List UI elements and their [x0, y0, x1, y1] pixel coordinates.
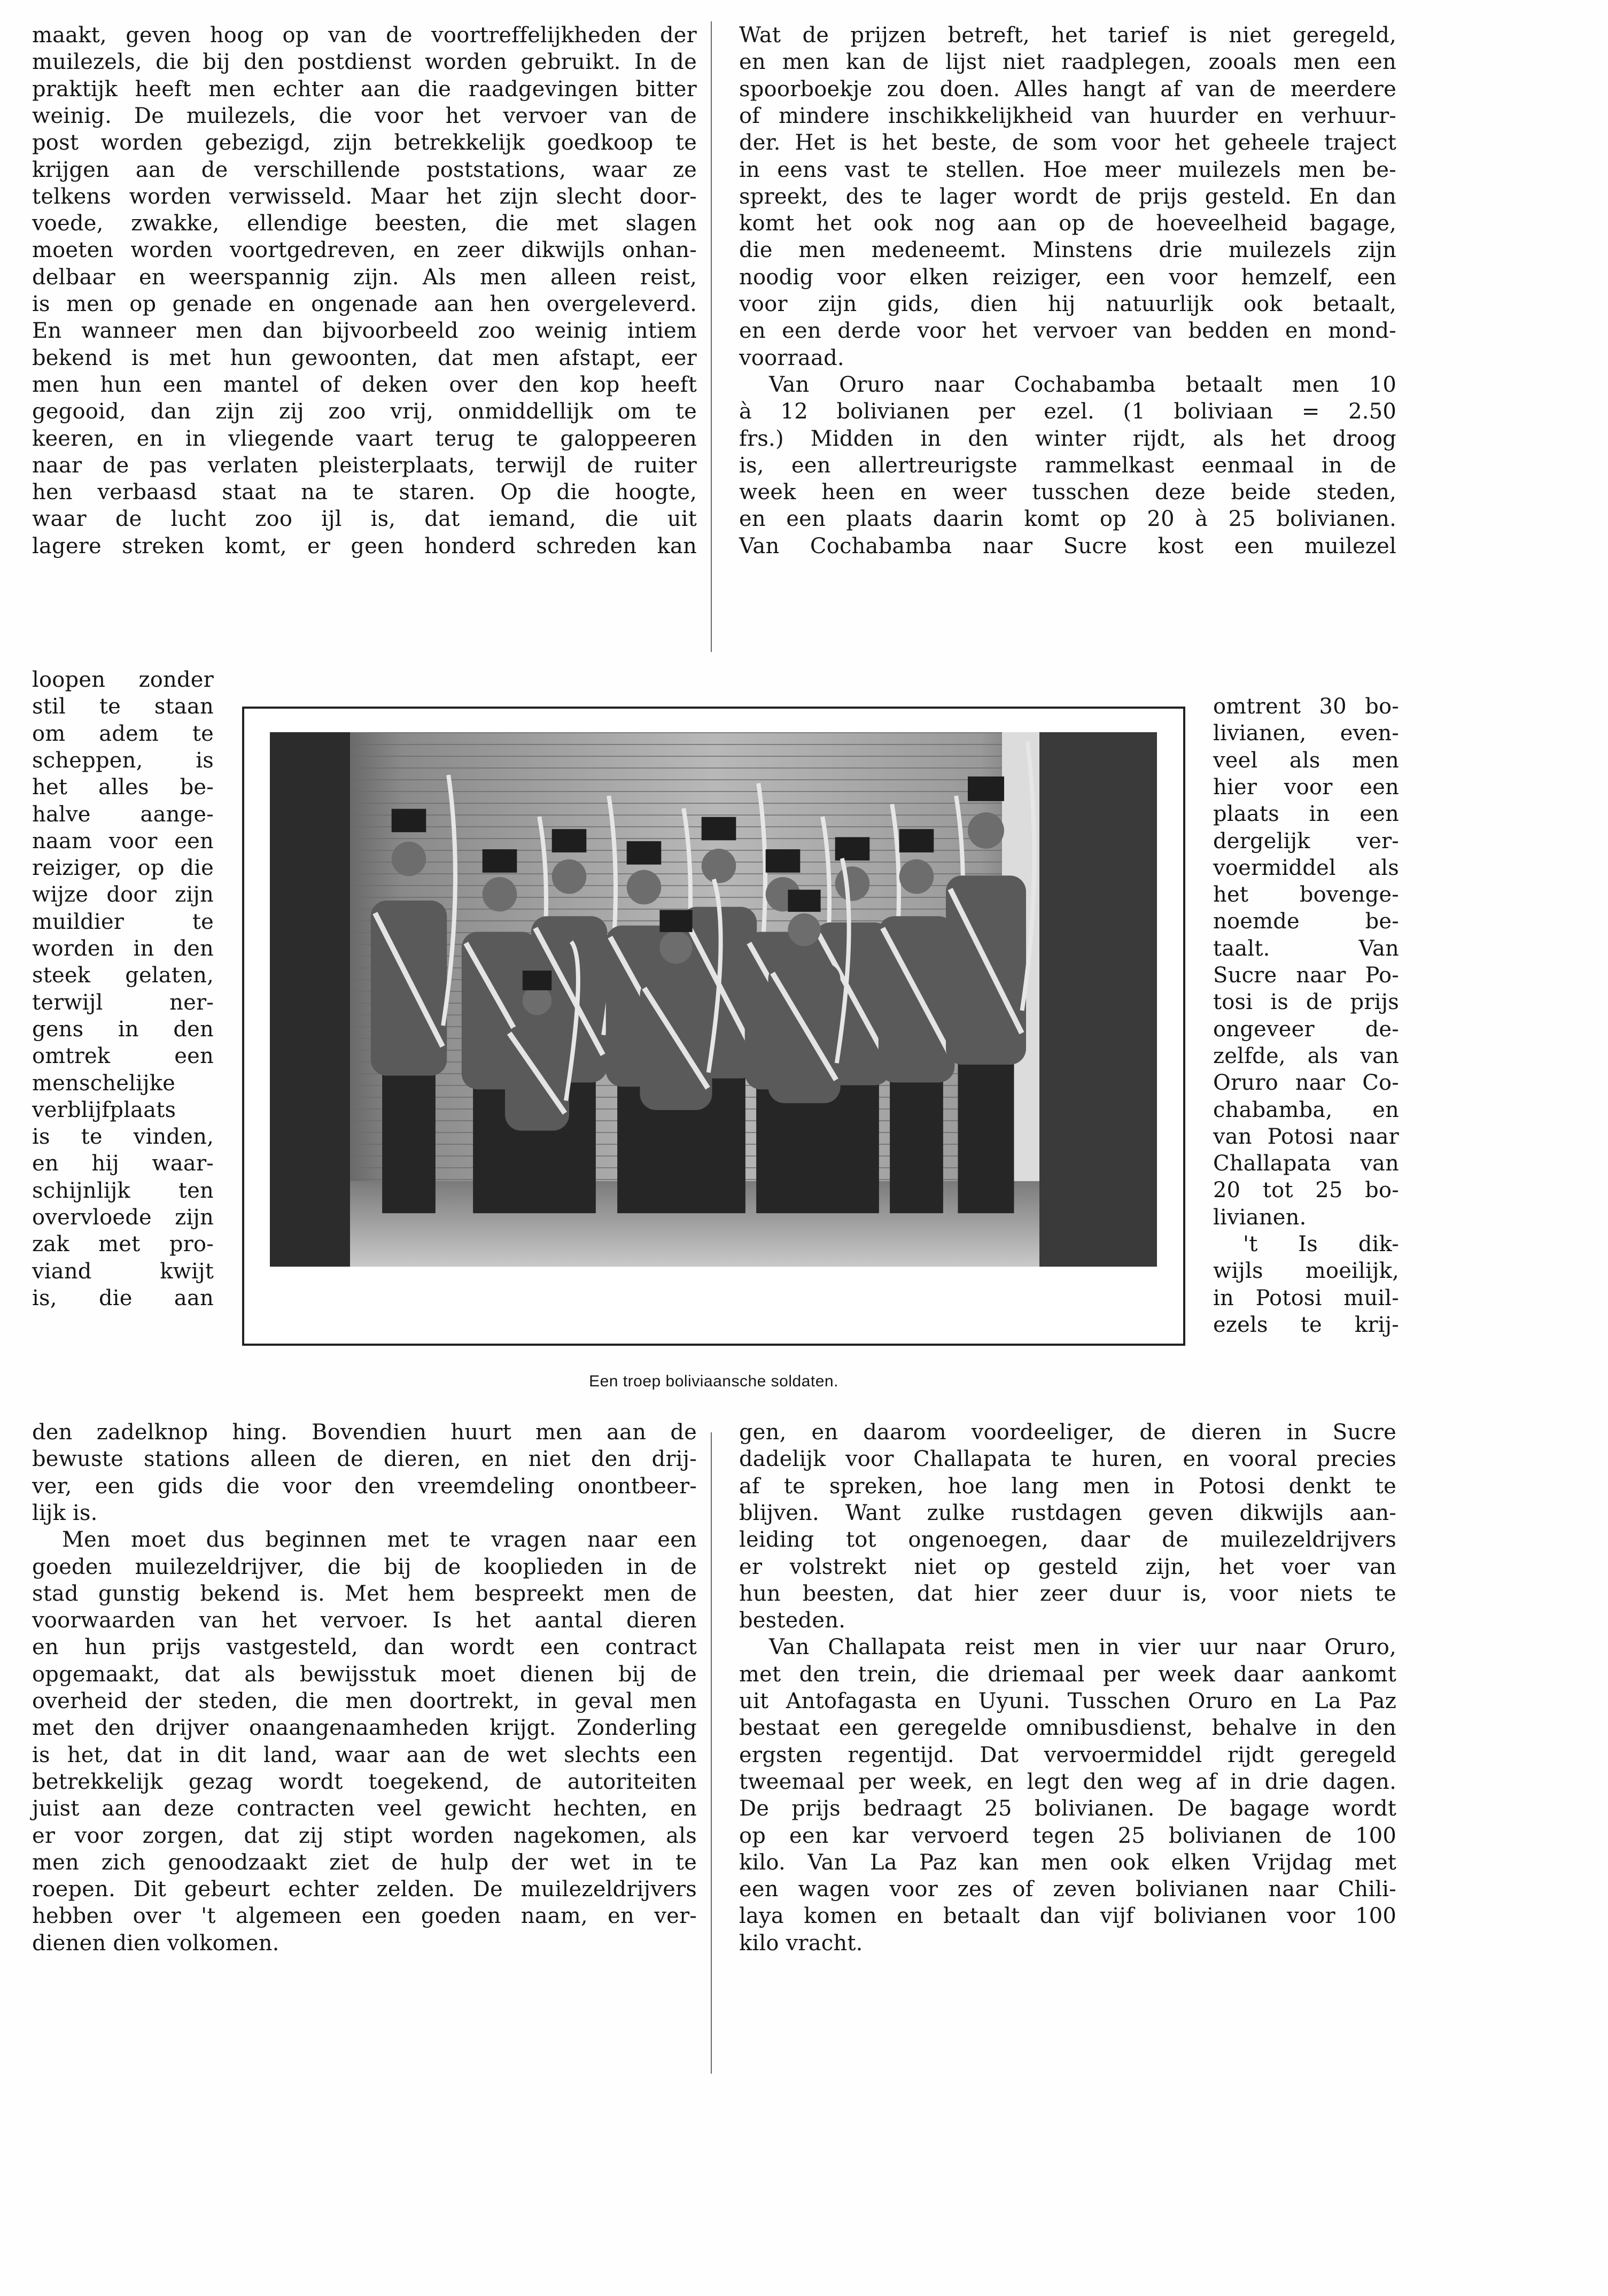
text-line: of mindere inschikkelijkheid van huurder en verhuur-	[739, 103, 1396, 128]
text-line: bewuste stations alleen de dieren, en niet den drij-	[32, 1447, 697, 1472]
text-line: Wat de prijzen betreft, het tarief is niet geregeld,	[739, 23, 1396, 48]
text-line: stad gunstig bekend is. Met hem bespreekt men de	[32, 1581, 697, 1606]
text-line: leiding tot ongenoegen, daar de muilezeldrijvers	[739, 1527, 1396, 1553]
text-line: 20 tot 25 bo-	[1213, 1178, 1399, 1203]
text-line: frs.) Midden in den winter rijdt, als het droog	[739, 426, 1396, 451]
text-line: opgemaakt, dat als bewijsstuk moet dienen bij de	[32, 1662, 697, 1687]
text-line: weinig. De muilezels, die voor het vervoer van de	[32, 103, 697, 128]
text-line: hebben over 't algemeen een goeden naam, en ver-	[32, 1904, 697, 1929]
text-line: à 12 bolivianen per ezel. (1 boliviaan = 2.50	[739, 399, 1396, 424]
text-line: ezels te krij-	[1213, 1312, 1399, 1337]
text-line: Oruro naar Co-	[1213, 1071, 1399, 1096]
text-line: uit Antofagasta en Uyuni. Tusschen Oruro en La Paz	[739, 1689, 1396, 1713]
text-line: voede, zwakke, ellendige beesten, die met slagen	[32, 211, 697, 236]
text-line: is men op genade en ongenade aan hen overgeleverd.	[32, 292, 697, 316]
text-line: en hij waar-	[32, 1151, 214, 1176]
text-line: voorraad.	[739, 345, 844, 370]
text-line: De prijs bedraagt 25 bolivianen. De bagage wordt	[739, 1796, 1396, 1821]
text-line: en men kan de lijst niet raadplegen, zooals men een	[739, 50, 1396, 75]
text-line: terwijl ner-	[32, 990, 214, 1015]
text-line: Challapata van	[1213, 1151, 1399, 1176]
text-line: noemde be-	[1213, 909, 1399, 934]
text-line: Sucre naar Po-	[1213, 963, 1399, 988]
text-line: dienen dien volkomen.	[32, 1930, 279, 1956]
text-line: naam voor een	[32, 828, 214, 854]
text-line: tweemaal per week, en legt den weg af in drie dagen.	[739, 1769, 1396, 1794]
text-line: is te vinden,	[32, 1124, 214, 1150]
text-line: op een kar vervoerd tegen 25 bolivianen de 100	[739, 1823, 1396, 1848]
text-line: delbaar en weerspannig zijn. Als men alleen reist,	[32, 265, 697, 290]
text-line: ver, een gids die voor den vreemdeling onontbeer-	[32, 1473, 697, 1499]
text-line: wijze door zijn	[32, 882, 214, 907]
text-line: hen verbaasd staat na te staren. Op die hoogte,	[32, 480, 697, 505]
text-line: verblijfplaats	[32, 1097, 176, 1122]
text-line: muilezels, die bij den postdienst worden gebruikt. In de	[32, 50, 697, 75]
text-line: menschelijke	[32, 1071, 176, 1096]
text-line: viand kwijt	[32, 1259, 214, 1284]
text-line: tosi is de prijs	[1213, 990, 1399, 1015]
text-line: in Potosi muil-	[1213, 1285, 1399, 1310]
text-line: en hun prijs vastgesteld, dan wordt een contract	[32, 1635, 697, 1660]
text-line: zelfde, als van	[1213, 1043, 1399, 1068]
text-line: roepen. Dit gebeurt echter zelden. De muilezeldrijvers	[32, 1877, 697, 1902]
text-line: bestaat een geregelde omnibusdienst, behalve in den	[739, 1716, 1396, 1741]
text-line: halve aange-	[32, 802, 214, 827]
text-line: dadelijk voor Challapata te huren, en vooral precies	[739, 1447, 1396, 1472]
text-line: het bovenge-	[1213, 882, 1399, 907]
text-line: goeden muilezeldrijver, die bij de kooplieden in de	[32, 1554, 697, 1579]
text-line: besteden.	[739, 1608, 846, 1633]
text-line: gen, en daarom voordeeliger, de dieren in Sucre	[739, 1420, 1396, 1445]
text-line: gens in den	[32, 1017, 214, 1042]
text-line: laya komen en betaalt dan vijf bolivianen voor 100	[739, 1904, 1396, 1929]
text-line: chabamba, en	[1213, 1097, 1399, 1122]
text-line: kilo vracht.	[739, 1930, 863, 1956]
text-line: muildier te	[32, 909, 214, 934]
text-line: scheppen, is	[32, 748, 214, 773]
text-line: lijk is.	[32, 1500, 98, 1525]
text-line: is, die aan	[32, 1285, 214, 1310]
text-line: overheid der steden, die men doortrekt, in geval men	[32, 1689, 697, 1713]
text-line: met den trein, die driemaal per week daar aankomt	[739, 1662, 1396, 1687]
text-line: stil te staan	[32, 694, 214, 719]
text-line: die men medeneemt. Minstens drie muilezels zijn	[739, 238, 1396, 263]
text-line: voorwaarden van het vervoer. Is het aantal dieren	[32, 1608, 697, 1633]
text-line: noodig voor elken reiziger, een voor hemzelf, een	[739, 265, 1396, 290]
text-line: 't Is dik-	[1243, 1232, 1399, 1256]
text-line: plaats in een	[1213, 802, 1399, 827]
text-line: ongeveer de-	[1213, 1017, 1399, 1042]
text-line: in eens vast te stellen. Hoe meer muilezels men be-	[739, 157, 1396, 182]
text-line: naar de pas verlaten pleisterplaats, terwijl de ruiter	[32, 453, 697, 478]
text-line: voor zijn gids, dien hij natuurlijk ook betaalt,	[739, 292, 1396, 316]
figure-photo-frame	[242, 707, 1185, 1390]
text-line: betrekkelijk gezag wordt toegekend, de autoriteiten	[32, 1769, 697, 1794]
text-line: maakt, geven hoog op van de voortreffelijkheden der	[32, 23, 697, 48]
text-line: en een derde voor het vervoer van bedden en mond-	[739, 319, 1396, 344]
text-line: voermiddel als	[1213, 855, 1399, 880]
text-line: kilo. Van La Paz kan men ook elken Vrijdag met	[739, 1850, 1396, 1875]
text-line: is het, dat in dit land, waar aan de wet slechts een	[32, 1742, 697, 1767]
text-line: wijls moeilijk,	[1213, 1259, 1399, 1284]
soldiers-photograph	[270, 732, 1157, 1267]
text-line: blijven. Want zulke rustdagen geven dikwijls aan-	[739, 1500, 1396, 1525]
text-line: omtrek een	[32, 1044, 214, 1069]
text-line: livianen.	[1213, 1205, 1307, 1230]
text-line: omtrent 30 bo-	[1213, 694, 1399, 719]
text-line: zak met pro-	[32, 1232, 214, 1257]
text-line: dergelijk ver-	[1213, 828, 1399, 854]
text-line: is, een allertreurigste rammelkast eenmaal in de	[739, 453, 1396, 478]
text-line: bekend is met hun gewoonten, dat men afstapt, eer	[32, 345, 697, 370]
text-line: Van Oruro naar Cochabamba betaalt men 10	[769, 372, 1396, 397]
figure-caption: Een troep boliviaansche soldaten.	[589, 1372, 838, 1390]
text-line: lagere streken komt, er geen honderd schreden kan	[32, 533, 697, 559]
text-line: worden in den	[32, 936, 214, 961]
text-line: er voor zorgen, dat zij stipt worden nagekomen, als	[32, 1823, 697, 1848]
text-line: het alles be-	[32, 775, 214, 800]
text-line: praktijk heeft men echter aan die raadgevingen bitter	[32, 76, 697, 102]
text-line: een wagen voor zes of zeven bolivianen naar Chili-	[739, 1877, 1396, 1902]
text-line: steek gelaten,	[32, 963, 214, 988]
text-line: af te spreken, hoe lang men in Potosi denkt te	[739, 1473, 1396, 1499]
text-line: en een plaats daarin komt op 20 à 25 bolivianen.	[739, 507, 1396, 532]
text-line: men hun een mantel of deken over den kop heeft	[32, 372, 697, 397]
text-line: En wanneer men dan bijvoorbeeld zoo weinig intiem	[32, 319, 697, 344]
text-line: hun beesten, dat hier zeer duur is, voor niets te	[739, 1581, 1396, 1606]
text-line: ergsten regentijd. Dat vervoermiddel rijdt geregeld	[739, 1742, 1396, 1767]
text-line: hier voor een	[1213, 774, 1399, 800]
text-line: er volstrekt niet op gesteld zijn, het voer van	[739, 1554, 1396, 1579]
text-line: den zadelknop hing. Bovendien huurt men aan de	[32, 1420, 697, 1445]
text-line: taalt. Van	[1213, 936, 1399, 961]
text-line: Van Challapata reist men in vier uur naar Oruro,	[769, 1635, 1396, 1660]
text-line: met den drijver onaangenaamheden krijgt. Zonderling	[32, 1716, 697, 1741]
text-line: komt het ook nog aan op de hoeveelheid bagage,	[739, 211, 1396, 236]
text-line: juist aan deze contracten veel gewicht hechten, en	[32, 1796, 697, 1821]
text-line: loopen zonder	[32, 668, 214, 692]
text-line: keeren, en in vliegende vaart terug te galoppeeren	[32, 426, 697, 451]
text-line: waar de lucht zoo ijl is, dat iemand, die uit	[32, 507, 697, 532]
text-line: Van Cochabamba naar Sucre kost een muilezel	[739, 533, 1396, 559]
text-line: schijnlijk ten	[32, 1178, 214, 1203]
text-line: spoorboekje zou doen. Alles hangt af van de meerdere	[739, 76, 1396, 102]
text-line: gegooid, dan zijn zij zoo vrij, onmiddellijk om te	[32, 399, 697, 424]
text-line: week heen en weer tusschen deze beide steden,	[739, 480, 1396, 505]
text-line: reiziger, op die	[32, 856, 214, 881]
text-line: moeten worden voortgedreven, en zeer dikwijls onhan-	[32, 238, 697, 263]
text-line: men zich genoodzaakt ziet de hulp der wet in te	[32, 1850, 697, 1875]
text-line: telkens worden verwisseld. Maar het zijn slecht door-	[32, 184, 697, 209]
text-line: overvloede zijn	[32, 1205, 214, 1230]
text-line: van Potosi naar	[1213, 1124, 1399, 1149]
text-line: krijgen aan de verschillende poststations, waar ze	[32, 157, 697, 182]
text-line: der. Het is het beste, de som voor het geheele traject	[739, 130, 1396, 156]
text-line: post worden gebezigd, zijn betrekkelijk goedkoop te	[32, 130, 697, 156]
text-line: Men moet dus beginnen met te vragen naar een	[62, 1527, 697, 1553]
text-line: spreekt, des te lager wordt de prijs gesteld. En dan	[739, 184, 1396, 209]
column-rule-upper	[711, 21, 712, 652]
text-line: livianen, even-	[1213, 721, 1399, 746]
text-line: veel als men	[1213, 748, 1399, 773]
text-line: om adem te	[32, 721, 214, 746]
column-rule-lower	[711, 1432, 712, 2074]
